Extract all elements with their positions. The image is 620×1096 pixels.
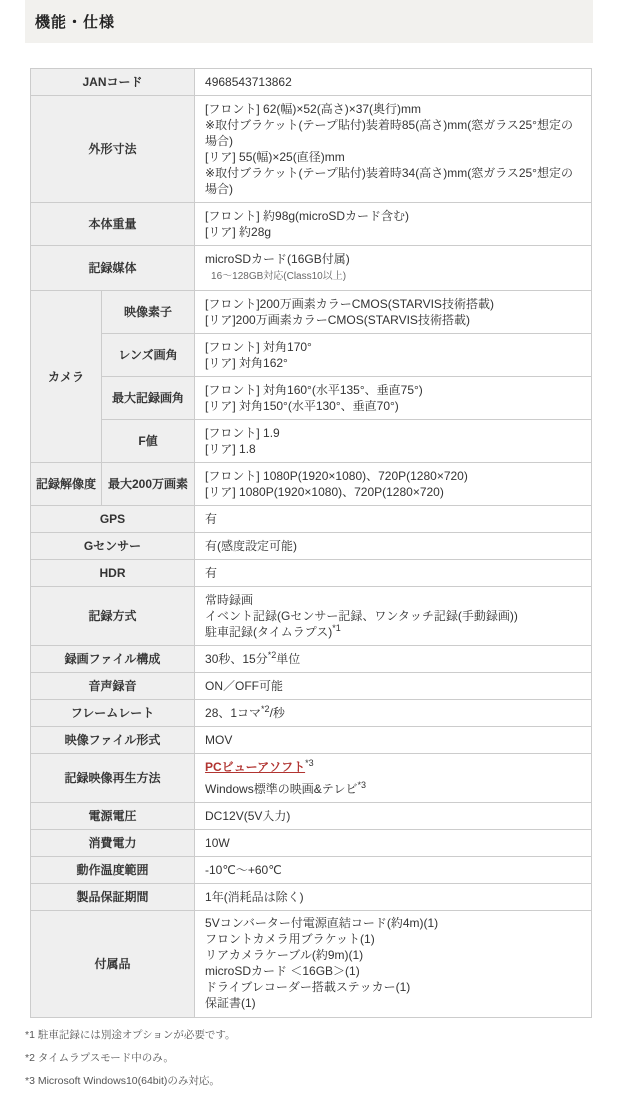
spec-label-gps: GPS [31,506,195,533]
spec-value-line: [フロント] 1080P(1920×1080)、720P(1280×720) [205,469,468,483]
spec-value-line [205,624,581,640]
spec-row-rec-mode [31,587,592,646]
spec-value-line: リアカメラケーブル(約9m)(1) [205,948,364,962]
spec-value-weight [195,203,592,246]
spec-row-warranty [31,884,592,911]
footnote-1: *1 駐車記録には別途オプションが必要です。 [25,1029,236,1041]
footnote-ref-3: *3 [305,758,314,768]
spec-label-file-structure: 録画ファイル構成 [31,646,195,673]
spec-value-warranty: 1年(消耗品は除く) [195,884,592,911]
footnote-ref-3: *3 [357,780,366,790]
spec-value-max-rec-angle [195,377,592,420]
spec-value-media [195,246,592,291]
spec-value-resolution [195,463,592,506]
spec-value-line: [リア] 対角162° [205,356,288,370]
spec-label-temp-range: 動作温度範囲 [31,857,195,884]
spec-value-line: [リア]200万画素カラーCMOS(STARVIS技術搭載) [205,313,470,327]
spec-row-hdr [31,560,592,587]
spec-value-accessories [195,911,592,1018]
spec-label-playback: 記録映像再生方法 [31,754,195,803]
spec-row-temp-range [31,857,592,884]
spec-value-g-sensor: 有(感度設定可能) [195,533,592,560]
spec-row-voltage [31,803,592,830]
spec-value-line: 5Vコンバーター付電源直結コード(約4m)(1) [205,916,439,930]
spec-value-note: 16～128GB対応(Class10以上) [211,271,347,282]
spec-label-audio-rec: 音声録音 [31,673,195,700]
spec-value-line: [リア] 対角150°(水平130°、垂直70°) [205,399,399,413]
spec-value-line: [リア] 約28g [205,225,272,239]
spec-value-line: ※取付ブラケット(テープ貼付)装着時85(高さ)mm(窓ガラス25°想定の場合) [205,118,573,148]
spec-label-rec-mode: 記録方式 [31,587,195,646]
spec-label-media: 記録媒体 [31,246,195,291]
footnote-ref-2: *2 [267,650,277,660]
spec-value-power-consumption: 10W [195,830,592,857]
pc-viewer-software-link[interactable]: PCビューアソフト [205,760,306,774]
spec-row-playback [31,754,592,803]
spec-row-camera-lens-angle [31,334,592,377]
spec-value-line: [フロント] 対角160°(水平135°、垂直75°) [205,383,423,397]
spec-value-text: 30秒、15分 [205,652,268,666]
footnote-3: *3 Microsoft Windows10(64bit)のみ対応。 [25,1075,220,1087]
spec-label-framerate: フレームレート [31,700,195,727]
spec-label-file-format: 映像ファイル形式 [31,727,195,754]
spec-row-gps [31,506,592,533]
spec-value-sensor [195,291,592,334]
spec-row-camera-f-value [31,420,592,463]
spec-row-power-consumption [31,830,592,857]
spec-label-power-consumption: 消費電力 [31,830,195,857]
spec-value-framerate [195,700,592,727]
spec-sublabel-f-value: F値 [102,420,195,463]
spec-value-line: 常時録画 [205,593,254,607]
spec-value-hdr: 有 [195,560,592,587]
spec-row-media [31,246,592,291]
footnote-ref-1: *1 [332,623,341,633]
footnotes [25,1027,620,1088]
spec-row-file-structure [31,646,592,673]
spec-value-line: [リア] 1.8 [205,442,256,456]
spec-sublabel-max-rec-angle: 最大記録画角 [102,377,195,420]
spec-value-line: microSDカード ＜16GB＞(1) [205,964,360,978]
spec-value-rec-mode [195,587,592,646]
spec-value-line [205,759,581,775]
footnote-ref-2: *2 [261,704,270,714]
spec-value-line: [リア] 1080P(1920×1080)、720P(1280×720) [205,485,444,499]
spec-value-line: ※取付ブラケット(テープ貼付)装着時34(高さ)mm(窓ガラス25°想定の場合) [205,166,573,196]
spec-value-line: [フロント] 1.9 [205,426,280,440]
spec-label-warranty: 製品保証期間 [31,884,195,911]
spec-value-file-structure [195,646,592,673]
spec-row-g-sensor [31,533,592,560]
spec-value-file-format: MOV [195,727,592,754]
spec-row-camera-sensor [31,291,592,334]
spec-value-audio-rec: ON／OFF可能 [195,673,592,700]
spec-label-voltage: 電源電圧 [31,803,195,830]
spec-table [30,68,592,1018]
spec-label-g-sensor: Gセンサー [31,533,195,560]
spec-label-dimensions: 外形寸法 [31,96,195,203]
spec-value-line: microSDカード(16GB付属) [205,252,350,266]
spec-value-dimensions [195,96,592,203]
spec-row-framerate [31,700,592,727]
spec-value-text: 駐車記録(タイムラプス) [205,625,333,639]
spec-row-camera-max-rec-angle [31,377,592,420]
spec-value-lens-angle [195,334,592,377]
spec-value-text: 単位 [276,652,301,666]
spec-value-gps: 有 [195,506,592,533]
spec-value-text: Windows標準の映画&テレビ [205,782,358,796]
spec-group-label-camera: カメラ [31,291,102,463]
footnote-2: *2 タイムラプスモード中のみ。 [25,1052,174,1064]
spec-label-weight: 本体重量 [31,203,195,246]
spec-value-jan-code: 4968543713862 [195,69,592,96]
spec-value-line: 保証書(1) [205,996,256,1010]
spec-label-accessories: 付属品 [31,911,195,1018]
spec-value-line: [フロント]200万画素カラーCMOS(STARVIS技術搭載) [205,297,494,311]
spec-value-f-value [195,420,592,463]
spec-value-line: フロントカメラ用ブラケット(1) [205,932,375,946]
spec-value-text: 28、1コマ [205,706,262,720]
spec-value-line: [フロント] 62(幅)×52(高さ)×37(奥行)mm [205,102,422,116]
spec-value-line: イベント記録(Gセンサー記録、ワンタッチ記録(手動録画)) [205,609,518,623]
spec-value-line: [リア] 55(幅)×25(直径)mm [205,150,345,164]
spec-row-file-format [31,727,592,754]
spec-value-temp-range: -10℃～+60℃ [195,857,592,884]
spec-row-dimensions [31,96,592,203]
spec-sublabel-sensor: 映像素子 [102,291,195,334]
spec-row-audio-rec [31,673,592,700]
spec-value-line [205,781,581,797]
spec-value-line: [フロント] 対角170° [205,340,312,354]
spec-label-jan-code: JANコード [31,69,195,96]
spec-value-line: ドライブレコーダー搭載ステッカー(1) [205,980,411,994]
spec-sublabel-lens-angle: レンズ画角 [102,334,195,377]
page-title: 機能・仕様 [35,14,116,31]
spec-label-hdr: HDR [31,560,195,587]
spec-value-line: [フロント] 約98g(microSDカード含む) [205,209,410,223]
spec-label-resolution: 記録解像度 [31,463,102,506]
spec-row-accessories [31,911,592,1018]
spec-value-text: /秒 [269,706,285,720]
spec-value-playback [195,754,592,803]
spec-row-resolution [31,463,592,506]
spec-value-voltage: DC12V(5V入力) [195,803,592,830]
spec-row-jan-code [31,69,592,96]
spec-sublabel-resolution: 最大200万画素 [102,463,195,506]
page-header-band [25,0,593,43]
spec-row-weight [31,203,592,246]
